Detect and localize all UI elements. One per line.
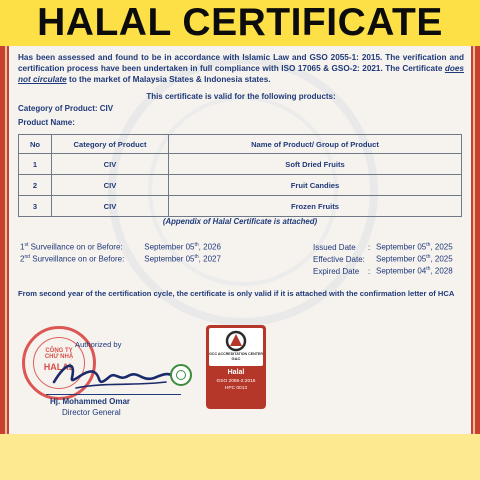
effective-date-row: Effective Date: September 05th, 2025 [313,254,453,264]
signer-title: Director General [62,408,121,417]
certificate-dates [313,239,453,275]
validity-statement: This certificate is valid for the following products: [146,92,336,101]
table-header-row [19,135,462,154]
table-cell: Frozen Fruits [169,196,462,217]
table-cell: 3 [19,196,52,217]
table-cell: CIV [52,196,169,217]
validity-note: From second year of the certification cycle, the certificate is only valid if it is attached with the confirmation letter of HCA [18,289,455,298]
company-stamp-inner: CÔNG TY CHỨ NHẬ HALAL [33,337,85,389]
accreditation-logo-header: GCC ACCREDITATION CENTER GAC [209,328,263,366]
table-cell: Soft Dried Fruits [169,154,462,175]
table-cell: 1 [19,154,52,175]
table-row [19,175,462,196]
category-line: Category of Product: CIV [18,104,114,113]
page-title: HALAL CERTIFICATE [37,1,443,44]
certificate-statement: Has been assessed and found to be in accordance with Islamic Law and GSO 2055-1: 2015. The verification and certification process have been undertaken in full compliance with ISO 17065 & GSO-2: 2021. The Certificate does not circulate to the market of Malaysia States & Indonesia states. [18,53,464,84]
table-cell: CIV [52,175,169,196]
appendix-note: (Appendix of Halal Certificate is attached) [162,217,318,226]
signature-line [46,394,181,395]
surveillance-row: 1st Surveillance on or Before: September 05th, 2026 [20,242,221,252]
table-row [19,154,462,175]
products-table [18,134,462,217]
product-name-label: Product Name: [18,118,75,127]
surveillance-row: 2nd Surveillance on or Before: September 05th, 2027 [20,254,221,264]
signer-name: Hj. Mohammed Omar [50,397,131,406]
table-cell: Fruit Candies [169,175,462,196]
surveillance-dates [20,239,221,263]
table-cell: 2 [19,175,52,196]
column-header: Name of Product/ Group of Product [169,135,462,154]
title-banner [0,0,480,46]
right-border [471,46,480,434]
authorized-by-label: Authorized by [75,340,122,349]
column-header: Category of Product [52,135,169,154]
table-cell: CIV [52,154,169,175]
issued-date-row: Issued Date : September 05th, 2025 [313,242,453,252]
signature-mark [46,352,186,396]
expired-date-row: Expired Date : September 04th, 2028 [313,266,453,276]
accreditation-emblem-icon [225,330,247,352]
column-header: No [19,135,52,154]
seal-icon [170,364,192,386]
bottom-band [0,434,480,480]
certificate-document [0,46,480,434]
left-border [0,46,9,434]
table-row [19,196,462,217]
accreditation-logo: GCC ACCREDITATION CENTER GAC Halal GSO 2055-2:2015 HPC 0013 [206,325,266,409]
